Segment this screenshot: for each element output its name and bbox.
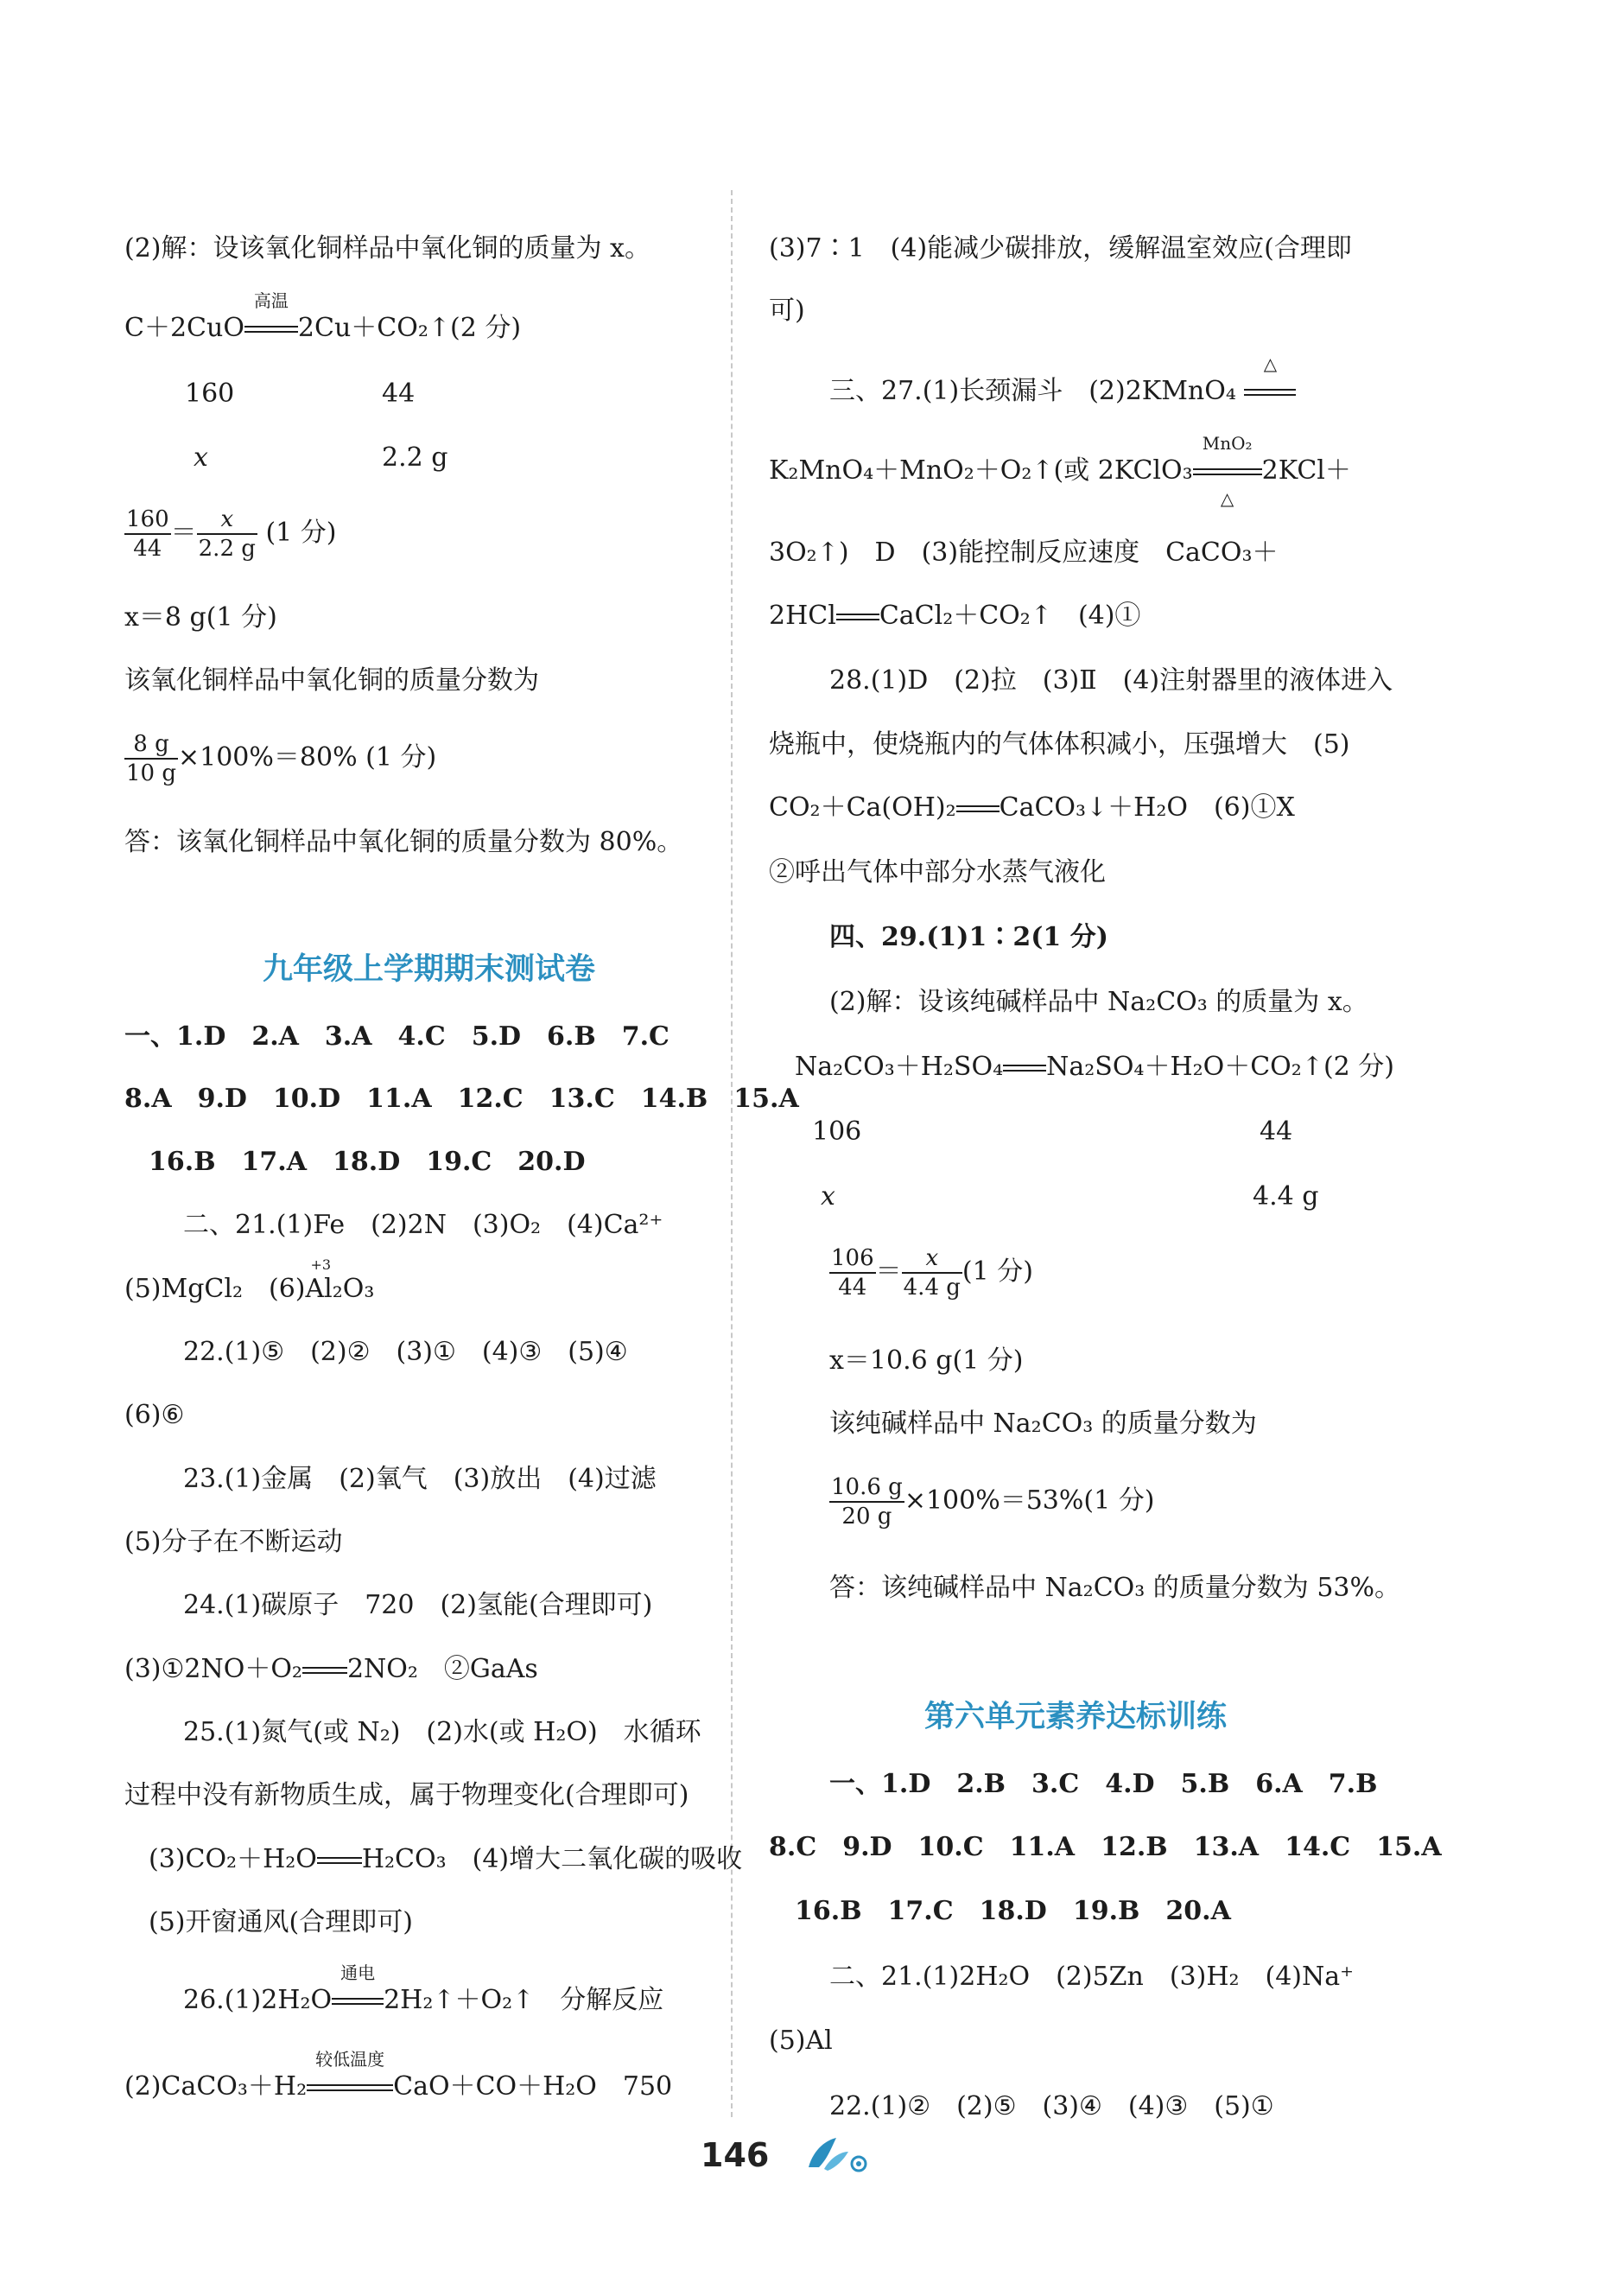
fraction: $\frac{8 g}{10 g}$ xyxy=(126,731,176,786)
proportion-line: $\frac{160}{44}$ ＝ $\frac{x}{2.2 g}$ (1 分) xyxy=(126,506,337,562)
answer-row: 3O₂↑) D (3)能控制反应速度 CaCO₃＋ xyxy=(769,537,1279,568)
equation-line: Na₂CO₃＋H₂SO₄ Na₂SO₄＋H₂O＋CO₂↑(2 分) xyxy=(795,1052,1394,1082)
equation-line xyxy=(124,290,522,346)
answer-line: 答：该氧化铜样品中氧化铜的质量分数为 80%。 xyxy=(124,827,683,857)
text-line: 该纯碱样品中 Na₂CO₃ 的质量分数为 xyxy=(829,1409,1257,1439)
answer-row: 一、1.D 2.A 3.A 4.C 5.D 6.B 7.C xyxy=(124,1021,670,1052)
fraction: $\frac{160}{44}$ xyxy=(126,506,169,562)
answer-row: 22.(1)② (2)⑤ (3)④ (4)③ (5)① xyxy=(829,2091,1274,2121)
text-line: x＝10.6 g(1 分) xyxy=(829,1345,1024,1376)
answer-row: (5)分子在不断运动 xyxy=(124,1527,343,1557)
section-heading: 第六单元素养达标训练 xyxy=(924,1699,1228,1734)
ratio-value: 160 xyxy=(185,378,235,409)
fraction: $\frac{x}{4.4 g}$ xyxy=(903,1245,961,1301)
answer-row: 四、29.(1)1∶2(1 分) xyxy=(829,922,1108,952)
answer-row: (5)MgCl₂ (6) +3 Al₂O₃ xyxy=(124,1256,375,1304)
answer-row: (5)Al xyxy=(769,2026,833,2056)
fraction: $\frac{10.6 g}{20 g}$ xyxy=(831,1474,903,1530)
proportion-line: $\frac{106}{44}$ ＝ $\frac{x}{4.4 g}$ (1 分) xyxy=(831,1245,1033,1301)
ratio-value: 2.2 g xyxy=(382,442,448,473)
percent-line: $\frac{10.6 g}{20 g}$ ×100%＝53%(1 分) xyxy=(831,1474,1155,1530)
answer-row: 2HCl CaCl₂＋CO₂↑ (4)① xyxy=(769,601,1141,631)
ratio-value: 106 xyxy=(812,1116,862,1147)
fraction: $\frac{106}{44}$ xyxy=(831,1245,874,1301)
ratio-value: x xyxy=(821,1181,835,1212)
ratio-value: 4.4 g xyxy=(1253,1181,1319,1212)
answer-row: (6)⑥ xyxy=(124,1400,185,1430)
answer-row: ②呼出气体中部分水蒸气液化 xyxy=(769,857,1106,887)
answer-row: 28.(1)D (2)拉 (3)Ⅱ (4)注射器里的液体进入 xyxy=(829,665,1393,696)
answer-line: 答：该纯碱样品中 Na₂CO₃ 的质量分数为 53%。 xyxy=(829,1573,1401,1603)
answer-row: 16.B 17.A 18.D 19.C 20.D xyxy=(149,1147,586,1177)
answer-row: 烧瓶中，使烧瓶内的气体体积减小，压强增大 (5) xyxy=(769,729,1350,760)
percent-line: $\frac{8 g}{10 g}$ ×100%＝80% (1 分) xyxy=(126,731,437,786)
answer-row: K₂MnO₄＋MnO₂＋O₂↑(或 2KClO₃ MnO₂ △ 2KCl＋ xyxy=(769,433,1351,509)
answer-row: CO₂＋Ca(OH)₂ CaCO₃↓＋H₂O (6)①X xyxy=(769,792,1295,823)
answer-row: 26.(1)2H₂O 通电 2H₂↑＋O₂↑ 分解反应 xyxy=(183,1962,664,2015)
text-line: 该氧化铜样品中氧化铜的质量分数为 xyxy=(124,665,539,696)
text-line: x＝8 g(1 分) xyxy=(124,602,277,633)
answer-row: 二、21.(1)Fe (2)2N (3)O₂ (4)Ca²⁺ xyxy=(183,1210,663,1240)
ratio-value: 44 xyxy=(1260,1116,1293,1147)
reaction-condition xyxy=(244,290,298,346)
answer-row: (3)CO₂＋H₂O H₂CO₃ (4)增大二氧化碳的吸收 xyxy=(149,1844,743,1874)
answer-row: 二、21.(1)2H₂O (2)5Zn (3)H₂ (4)Na⁺ xyxy=(829,1962,1354,1992)
answer-row: (3)7∶1 (4)能减少碳排放，缓解温室效应(合理即 xyxy=(769,233,1352,264)
equation-right: 2Cu＋CO₂↑(2 分) xyxy=(297,313,522,343)
answer-row: 22.(1)⑤ (2)② (3)① (4)③ (5)④ xyxy=(183,1337,628,1367)
answer-row: 25.(1)氮气(或 N₂) (2)水(或 H₂O) 水循环 xyxy=(183,1717,701,1747)
ratio-value: 44 xyxy=(382,378,416,409)
valence-label: +3 xyxy=(310,1256,332,1273)
fraction: $\frac{x}{2.2 g}$ xyxy=(198,506,256,562)
leaf-swirl-icon xyxy=(802,2133,879,2181)
answer-row: 24.(1)碳原子 720 (2)氢能(合理即可) xyxy=(183,1590,653,1620)
answer-row: 三、27.(1)长颈漏斗 (2)2KMnO₄ △ xyxy=(829,374,1296,409)
condition-label: 高温 xyxy=(253,290,289,311)
answer-row: 23.(1)金属 (2)氧气 (3)放出 (4)过滤 xyxy=(183,1464,657,1494)
answer-row: (2)CaCO₃＋H₂ 较低温度 CaO＋CO＋H₂O 750 xyxy=(124,2049,673,2102)
text-line: (2)解：设该氧化铜样品中氧化铜的质量为 x。 xyxy=(124,233,651,264)
ratio-value: x xyxy=(194,442,208,473)
answer-row: (5)开窗通风(合理即可) xyxy=(149,1907,413,1937)
answer-row: 8.A 9.D 10.D 11.A 12.C 13.C 14.B 15.A xyxy=(124,1084,799,1114)
equation-left: C＋2CuO xyxy=(124,313,244,343)
section-heading: 九年级上学期期末测试卷 xyxy=(263,951,596,987)
column-divider xyxy=(731,190,733,2117)
answer-row: 过程中没有新物质生成，属于物理变化(合理即可) xyxy=(124,1780,689,1810)
page-number: 146 xyxy=(701,2136,770,2174)
text-line: (2)解：设该纯碱样品中 Na₂CO₃ 的质量为 x。 xyxy=(829,987,1368,1017)
answer-row: 8.C 9.D 10.C 11.A 12.B 13.A 14.C 15.A xyxy=(769,1832,1442,1862)
answer-row: (3)①2NO＋O₂ 2NO₂ ②GaAs xyxy=(124,1654,538,1684)
answer-row: 一、1.D 2.B 3.C 4.D 5.B 6.A 7.B xyxy=(829,1769,1378,1799)
answer-row: 可) xyxy=(769,296,805,326)
answer-row: 16.B 17.C 18.D 19.B 20.A xyxy=(795,1896,1231,1926)
